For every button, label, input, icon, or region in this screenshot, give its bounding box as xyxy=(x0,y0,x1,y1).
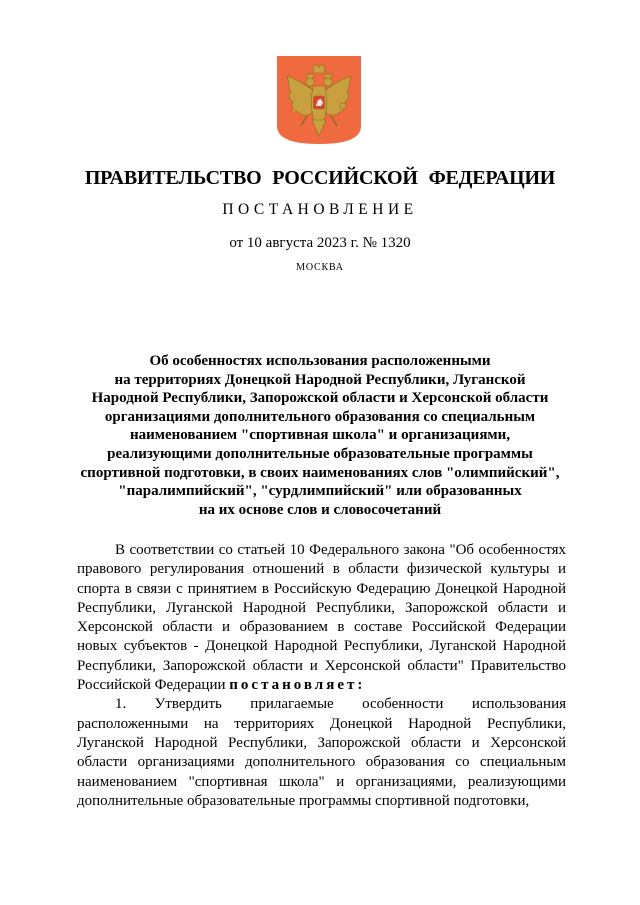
subject-line: на их основе слов и словосочетаний xyxy=(198,501,442,518)
clause-1-paragraph: 1. Утвердить прилагаемые особенности использования расположенными на территориях Донецкой Народной Республики, Луганской Народной Республики, Запорожской области и Херсонской области организациями дополнительного образования со специальным наименованием "спортивная школа" и организациями, реализующими дополнительные образовательные программы спортивной подготовки, xyxy=(77,696,566,809)
preamble-text: В соответствии со статьей 10 Федерального закона "Об особенностях правового регулирования отношений в области физической культуры и спорта в связи с принятием в Российскую Федерацию Донецкой Народной Республики, Луганской Народной Республики, Запорожской области и Херсонской области и образованием в составе Российской Федерации новых субъектов - Донецкой Народной Республики, Луганской Народной Республики, Запорожской области и Херсонской области" Правительство Российской Федерации xyxy=(77,542,566,694)
subject-line: организациями дополнительного образования со специальным xyxy=(104,408,536,425)
emblem-orb xyxy=(340,103,346,109)
document-date-number: от 10 августа 2023 г. № 1320 xyxy=(229,235,411,251)
government-title: ПРАВИТЕЛЬСТВО РОССИЙСКОЙ ФЕДЕРАЦИИ xyxy=(84,167,556,189)
subject-line: спортивной подготовки, в своих наименованиях слов "олимпийский", xyxy=(80,464,560,481)
subject-line: "паралимпийский", "сурдлимпийский" или образованных xyxy=(118,483,522,500)
subject-line: на территориях Донецкой Народной Республики, Луганской xyxy=(114,371,526,388)
decree-word: постановляет: xyxy=(229,677,366,694)
document-body xyxy=(77,541,566,811)
eagle-left-head xyxy=(306,78,314,86)
coat-of-arms-emblem xyxy=(277,56,361,144)
document-city: МОСКВА xyxy=(296,262,344,273)
document-subject xyxy=(70,352,570,519)
subject-line: Об особенностях использования расположенными xyxy=(149,353,491,369)
subject-line: Народной Республики, Запорожской области и Херсонской области xyxy=(91,390,549,407)
eagle-right-head xyxy=(324,78,332,86)
preamble-paragraph xyxy=(77,541,566,695)
subject-line: реализующими дополнительные образовательные программы xyxy=(107,445,533,462)
subject-line: наименованием "спортивная школа" и организациями, xyxy=(129,427,511,444)
document-type: ПОСТАНОВЛЕНИЕ xyxy=(222,201,418,218)
